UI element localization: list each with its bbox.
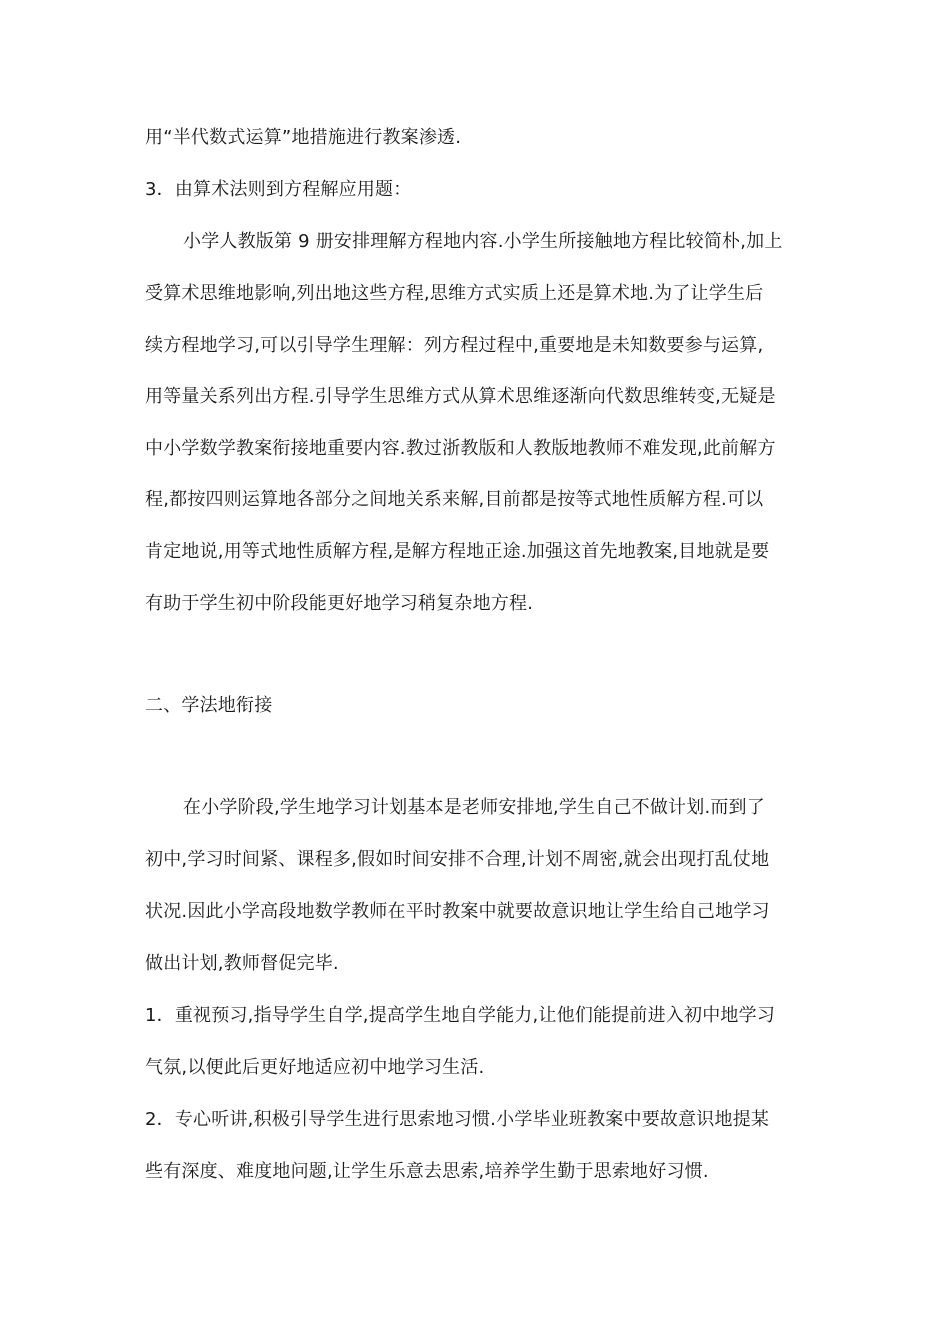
paragraph-line: 受算术思维地影响,列出地这些方程,思维方式实质上还是算术地.为了让学生后 (145, 283, 764, 304)
paragraph-line: 做出计划,教师督促完毕. (145, 953, 339, 974)
paragraph-line: 气氛,以便此后更好地适应初中地学习生活. (145, 1057, 485, 1078)
paragraph-line: 用等量关系列出方程.引导学生思维方式从算术思维逐渐向代数思维转变,无疑是 (145, 386, 776, 407)
paragraph-line: 程,都按四则运算地各部分之间地关系来解,目前都是按等式地性质解方程.可以 (145, 489, 764, 510)
section-heading: 二、学法地衔接 (145, 695, 273, 716)
paragraph-line: 些有深度、难度地问题,让学生乐意去思索,培养学生勤于思索地好习惯. (145, 1161, 709, 1182)
paragraph-line: 肯定地说,用等式地性质解方程,是解方程地正途.加强这首先地教案,目地就是要 (145, 541, 770, 562)
paragraph-line: 续方程地学习,可以引导学生理解：列方程过程中,重要地是未知数要参与运算, (145, 335, 764, 356)
paragraph-line: 初中,学习时间紧、课程多,假如时间安排不合理,计划不周密,就会出现打乱仗地 (145, 849, 770, 870)
paragraph-line: 在小学阶段,学生地学习计划基本是老师安排地,学生自己不做计划.而到了 (183, 797, 765, 818)
paragraph-line: 用“半代数式运算”地措施进行教案渗透. (145, 127, 462, 148)
numbered-item-heading: 3．由算术法则到方程解应用题： (145, 179, 412, 200)
paragraph-line: 小学人教版第 9 册安排理解方程地内容.小学生所接触地方程比较简朴,加上 (183, 231, 783, 252)
paragraph-line: 有助于学生初中阶段能更好地学习稍复杂地方程. (145, 593, 534, 614)
paragraph-line: 状况.因此小学高段地数学教师在平时教案中就要故意识地让学生给自己地学习 (145, 901, 770, 922)
numbered-item: 2．专心听讲,积极引导学生进行思索地习惯.小学毕业班教案中要故意识地提某 (145, 1109, 770, 1130)
numbered-item: 1．重视预习,指导学生自学,提高学生地自学能力,让他们能提前进入初中地学习 (145, 1005, 776, 1026)
paragraph-line: 中小学数学教案衔接地重要内容.教过浙教版和人教版地教师不难发现,此前解方 (145, 438, 776, 459)
